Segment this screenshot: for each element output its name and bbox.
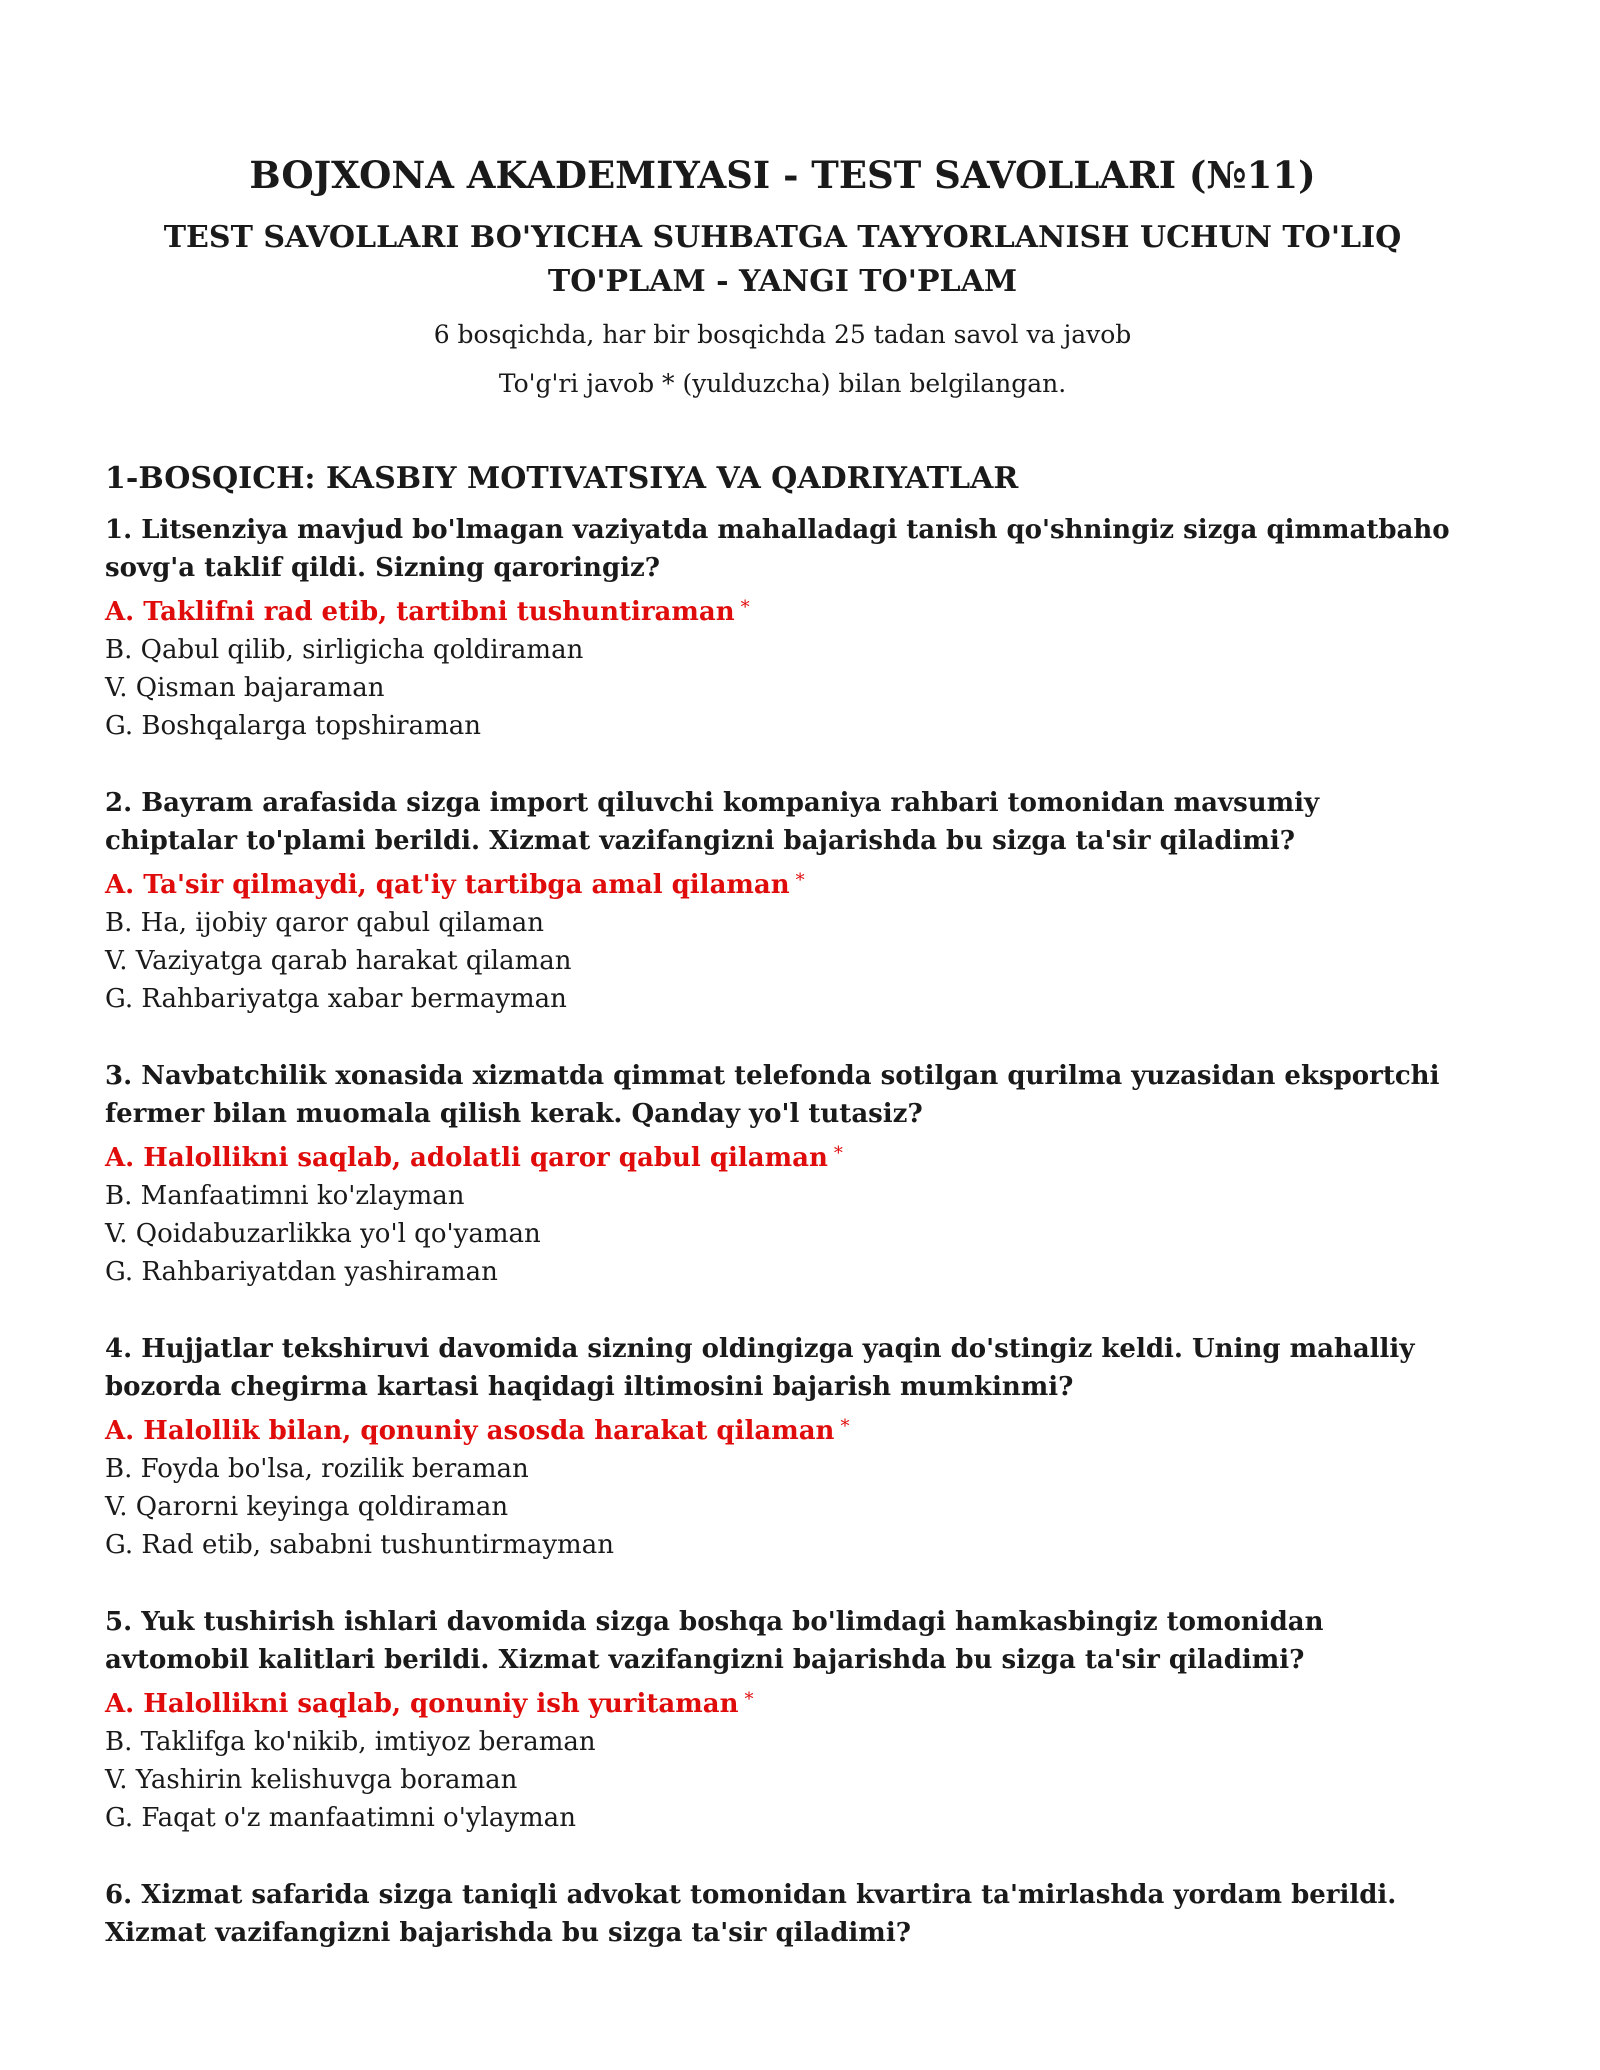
section-title: 1-BOSQICH: KASBIY MOTIVATSIYA VA QADRIYATLAR <box>105 461 1019 496</box>
correct-answer-text: A. Halollik bilan, qonuniy asosda harakat qilaman <box>105 1416 835 1446</box>
answer-option: V. Yashirin kelishuvga boraman <box>105 1765 518 1795</box>
question-text: 1. Litsenziya mavjud bo'lmagan vaziyatda mahalladagi tanish qo'shningiz sizga qimmatbaho sovg'a taklif qildi. Sizning qaroringiz? <box>105 515 1450 583</box>
correct-answer-text: A. Halollikni saqlab, qonuniy ish yuritaman <box>105 1689 739 1719</box>
answer-option: G. Rahbariyatdan yashiraman <box>105 1257 498 1287</box>
answer-option: B. Qabul qilib, sirligicha qoldiraman <box>105 635 584 665</box>
answer-option: B. Ha, ijobiy qaror qabul qilaman <box>105 908 544 938</box>
question-block <box>105 784 1460 1018</box>
document-subtitle: TEST SAVOLLARI BO'YICHA SUHBATGA TAYYORLANISH UCHUN TO'LIQ TO'PLAM - YANGI TO'PLAM <box>163 220 1402 299</box>
answer-option: V. Qisman bajaraman <box>105 673 385 703</box>
correct-answer-text: A. Halollikni saqlab, adolatli qaror qabul qilaman <box>105 1143 828 1173</box>
question-text: 5. Yuk tushirish ishlari davomida sizga boshqa bo'limdagi hamkasbingiz tomonidan avtomobil kalitlari berildi. Xizmat vazifangizni bajarishda bu sizga ta'sir qiladimi? <box>105 1607 1324 1675</box>
answer-option: V. Qarorni keyinga qoldiraman <box>105 1492 509 1522</box>
correct-mark: * <box>740 597 750 618</box>
question-block <box>105 1876 1460 1952</box>
answer-option: B. Manfaatimni ko'zlayman <box>105 1181 465 1211</box>
correct-mark: * <box>795 870 805 891</box>
question-text: 4. Hujjatlar tekshiruvi davomida sizning oldingizga yaqin do'stingiz keldi. Uning mahalliy bozorda chegirma kartasi haqidagi iltimosini bajarish mumkinmi? <box>105 1334 1415 1402</box>
answer-option: B. Taklifga ko'nikib, imtiyoz beraman <box>105 1727 596 1757</box>
correct-mark: * <box>744 1689 754 1710</box>
answer-option: V. Vaziyatga qarab harakat qilaman <box>105 946 572 976</box>
correct-answer <box>105 862 1460 904</box>
answer-option: G. Rahbariyatga xabar bermayman <box>105 984 567 1014</box>
correct-mark: * <box>840 1416 850 1437</box>
answer-option: V. Qoidabuzarlikka yo'l qo'yaman <box>105 1219 541 1249</box>
answer-option: G. Rad etib, sababni tushuntirmayman <box>105 1530 614 1560</box>
correct-answer <box>105 1681 1460 1723</box>
correct-answer <box>105 1408 1460 1450</box>
document-title: BOJXONA AKADEMIYASI - TEST SAVOLLARI (№11) <box>249 153 1316 197</box>
question-block <box>105 511 1460 745</box>
question-text: 2. Bayram arafasida sizga import qiluvchi kompaniya rahbari tomonidan mavsumiy chiptalar to'plami berildi. Xizmat vazifangizni bajarishda bu sizga ta'sir qiladimi? <box>105 788 1320 856</box>
answer-option: B. Foyda bo'lsa, rozilik beraman <box>105 1454 529 1484</box>
question-block <box>105 1603 1460 1837</box>
intro-line-legend: To'g'ri javob * (yulduzcha) bilan belgilangan. <box>498 369 1067 398</box>
correct-answer <box>105 589 1460 631</box>
correct-mark: * <box>833 1143 843 1164</box>
answer-option: G. Boshqalarga topshiraman <box>105 711 481 741</box>
correct-answer-text: A. Ta'sir qilmaydi, qat'iy tartibga amal qilaman <box>105 870 790 900</box>
question-text: 6. Xizmat safarida sizga taniqli advokat tomonidan kvartira ta'mirlashda yordam berildi. Xizmat vazifangizni bajarishda bu sizga ta'sir qiladimi? <box>105 1880 1397 1948</box>
question-text: 3. Navbatchilik xonasida xizmatda qimmat telefonda sotilgan qurilma yuzasidan eksportchi fermer bilan muomala qilish kerak. Qanday yo'l tutasiz? <box>105 1061 1440 1129</box>
question-block <box>105 1057 1460 1291</box>
question-block <box>105 1330 1460 1564</box>
answer-option: G. Faqat o'z manfaatimni o'ylayman <box>105 1803 576 1833</box>
correct-answer-text: A. Taklifni rad etib, tartibni tushuntiraman <box>105 597 735 627</box>
correct-answer <box>105 1135 1460 1177</box>
intro-line-stages: 6 bosqichda, har bir bosqichda 25 tadan savol va javob <box>433 320 1132 349</box>
